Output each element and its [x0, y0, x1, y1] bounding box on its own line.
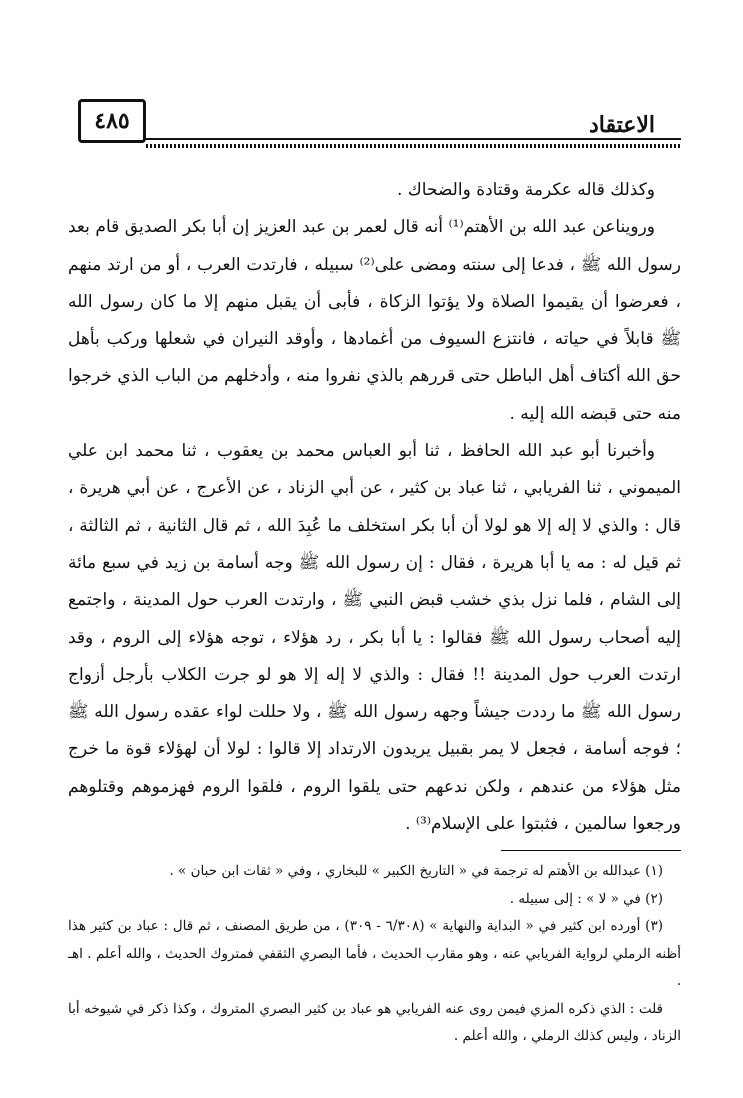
footnotes	[68, 858, 681, 1051]
paragraph: ورويناعن عبد الله بن الأهتم⁽¹⁾ أنه قال لعمر بن عبد العزيز إن أبا بكر الصديق قام بعد رسول الله ﷺ ، فدعا إلى سنته ومضى على⁽²⁾ سبيله ، فارتدت العرب ، أو من ارتد منهم ، فعرضوا أن يقيموا الصلاة ولا يؤتوا الزكاة ، فأبى أن يقبل منهم إلا ما كان رسول الله ﷺ قابلاً في حياته ، فانتزع السيوف من أغمادها ، وأوقد النيران في شعلها وركب بأهل حق الله أكتاف أهل الباطل حتى قررهم بالذي نفروا منه ، وأدخلهم من الباب الذي خرجوا منه حتى قبضه الله إليه .	[68, 217, 681, 424]
header-rule	[146, 138, 681, 150]
page-number: ٤٨٥	[78, 99, 146, 143]
paragraph: وكذلك قاله عكرمة وقتادة والضحاك .	[396, 180, 655, 200]
footnote: (٣) أورده ابن كثير في « البداية والنهاية » (٦/٣٠٨ - ٣٠٩) ، من طريق المصنف ، ثم قال : عباد بن كثير هذا أظنه الرملي لرواية الفريابي عنه ، وهو مقارب الحديث ، فأما البصري الثقفي فمتروك الحديث ، والله أعلم . اهـ .	[68, 918, 681, 989]
main-text	[68, 172, 681, 843]
footnote: (١) عبدالله بن الأهتم له ترجمة في « التاريخ الكبير » للبخاري ، وفي « ثقات ابن حبان » .	[169, 863, 663, 879]
running-title: الاعتقاد	[588, 112, 655, 138]
paragraph: وأخبرنا أبو عبد الله الحافظ ، ثنا أبو العباس محمد بن يعقوب ، ثنا محمد ابن علي الميموني ، ثنا الفريابي ، ثنا عباد بن كثير ، عن أبي الزناد ، عن الأعرج ، عن أبي هريرة ، قال : والذي لا إله إلا هو لولا أن أبا بكر استخلف ما عُبِدَ الله ، ثم قال الثانية ، ثم الثالثة ، ثم قيل له : مه يا أبا هريرة ، فقال : إن رسول الله ﷺ وجه أسامة بن زيد في سبع مائة إلى الشام ، فلما نزل بذي خشب قبض النبي ﷺ ، وارتدت العرب حول المدينة ، واجتمع إليه أصحاب رسول الله ﷺ فقالوا : يا أبا بكر ، رد هؤلاء ، توجه هؤلاء إلى الروم ، وقد ارتدت العرب حول المدينة !! فقال : والذي لا إله إلا هو لو جرت الكلاب بأرجل أزواج رسول الله ﷺ ما رددت جيشاً وجهه رسول الله ﷺ ، ولا حللت لواء عقده رسول الله ﷺ ؛ فوجه أسامة ، فجعل لا يمر بقبيل يريدون الارتداد إلا قالوا : لولا أن لهؤلاء قوة ما خرج مثل هؤلاء من عندهم ، ولكن ندعهم حتى يلقوا الروم ، فلقوا الروم فهزموهم وقتلوهم ورجعوا سالمين ، فثبتوا على الإسلام⁽³⁾ .	[68, 441, 681, 835]
footnote: قلت : الذي ذكره المزي فيمن روى عنه الفريابي هو عباد بن كثير البصري المتروك ، وكذا ذكر في شيوخه أبا الزناد ، وليس كذلك الرملي ، والله أعلم .	[68, 1000, 681, 1044]
footnote: (٢) في « لا » : إلى سبيله .	[509, 890, 663, 907]
footnote-divider	[501, 850, 681, 851]
